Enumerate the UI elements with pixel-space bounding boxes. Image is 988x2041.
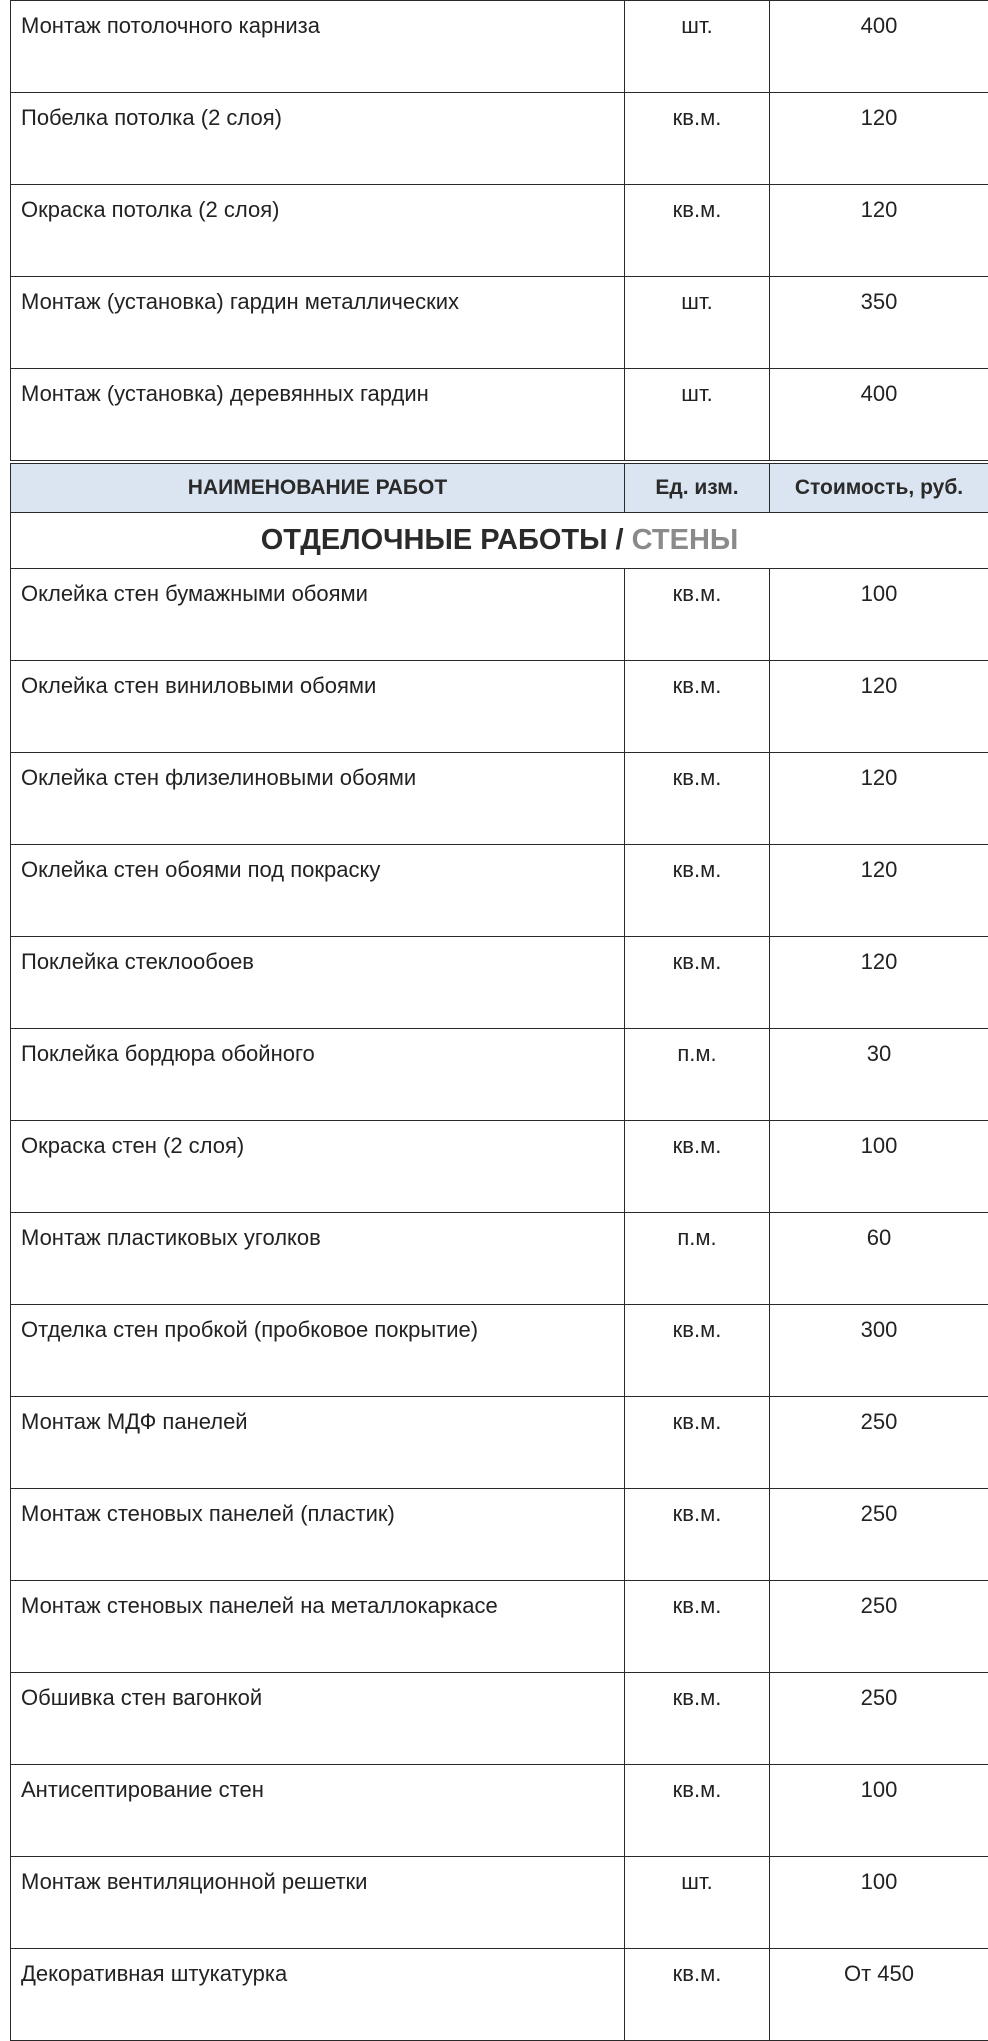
price-cell: 250	[770, 1397, 988, 1489]
section-title	[11, 513, 988, 569]
table-row	[11, 369, 988, 461]
table-row	[11, 1, 988, 93]
work-name: Монтаж МДФ панелей	[11, 1397, 625, 1489]
section-main: ОТДЕЛОЧНЫЕ РАБОТЫ	[261, 524, 608, 556]
unit-cell: п.м.	[625, 1213, 770, 1305]
table-row	[11, 93, 988, 185]
price-cell: 400	[770, 369, 988, 461]
price-cell: 300	[770, 1305, 988, 1397]
work-name: Отделка стен пробкой (пробковое покрытие)	[11, 1305, 625, 1397]
price-cell: 250	[770, 1581, 988, 1673]
unit-cell: кв.м.	[625, 1305, 770, 1397]
price-cell: 350	[770, 277, 988, 369]
work-name: Оклейка стен виниловыми обоями	[11, 661, 625, 753]
unit-cell: кв.м.	[625, 753, 770, 845]
table-row	[11, 1765, 988, 1857]
price-cell: 250	[770, 1673, 988, 1765]
table-row	[11, 1949, 988, 2041]
unit-cell: шт.	[625, 369, 770, 461]
section-separator: /	[608, 524, 632, 556]
work-name: Монтаж вентиляционной решетки	[11, 1857, 625, 1949]
price-cell: 60	[770, 1213, 988, 1305]
unit-cell: кв.м.	[625, 1397, 770, 1489]
header-price: Стоимость, руб.	[770, 464, 988, 513]
work-name: Монтаж стеновых панелей (пластик)	[11, 1489, 625, 1581]
work-name: Антисептирование стен	[11, 1765, 625, 1857]
unit-cell: кв.м.	[625, 185, 770, 277]
price-cell: 120	[770, 93, 988, 185]
work-name: Окраска потолка (2 слоя)	[11, 185, 625, 277]
table-row	[11, 753, 988, 845]
work-name: Оклейка стен бумажными обоями	[11, 569, 625, 661]
table-row	[11, 1489, 988, 1581]
price-cell: 120	[770, 185, 988, 277]
price-cell: 100	[770, 1765, 988, 1857]
unit-cell: шт.	[625, 277, 770, 369]
unit-cell: кв.м.	[625, 1581, 770, 1673]
header-work-name: НАИМЕНОВАНИЕ РАБОТ	[11, 464, 625, 513]
unit-cell: кв.м.	[625, 569, 770, 661]
price-table-ceiling	[10, 0, 988, 461]
section-title-row	[11, 513, 988, 569]
table-header	[11, 464, 988, 513]
table-row	[11, 661, 988, 753]
table-row	[11, 845, 988, 937]
unit-cell: кв.м.	[625, 1673, 770, 1765]
price-table-walls	[10, 463, 988, 2041]
work-name: Монтаж потолочного карниза	[11, 1, 625, 93]
work-name: Оклейка стен флизелиновыми обоями	[11, 753, 625, 845]
price-cell: 30	[770, 1029, 988, 1121]
table-row	[11, 1673, 988, 1765]
price-cell: 120	[770, 753, 988, 845]
unit-cell: кв.м.	[625, 1949, 770, 2041]
work-name: Обшивка стен вагонкой	[11, 1673, 625, 1765]
table-row	[11, 1397, 988, 1489]
table-row	[11, 277, 988, 369]
unit-cell: кв.м.	[625, 845, 770, 937]
unit-cell: кв.м.	[625, 1121, 770, 1213]
table-row	[11, 1029, 988, 1121]
price-cell: 100	[770, 569, 988, 661]
work-name: Монтаж (установка) гардин металлических	[11, 277, 625, 369]
work-name: Побелка потолка (2 слоя)	[11, 93, 625, 185]
price-cell: 120	[770, 845, 988, 937]
unit-cell: п.м.	[625, 1029, 770, 1121]
price-cell: 120	[770, 937, 988, 1029]
table-row	[11, 1213, 988, 1305]
price-cell: 120	[770, 661, 988, 753]
work-name: Поклейка бордюра обойного	[11, 1029, 625, 1121]
work-name: Декоративная штукатурка	[11, 1949, 625, 2041]
section-sub: СТЕНЫ	[632, 524, 739, 556]
work-name: Поклейка стеклообоев	[11, 937, 625, 1029]
unit-cell: кв.м.	[625, 937, 770, 1029]
table-row	[11, 185, 988, 277]
unit-cell: кв.м.	[625, 1489, 770, 1581]
price-cell: 400	[770, 1, 988, 93]
work-name: Монтаж пластиковых уголков	[11, 1213, 625, 1305]
table-row	[11, 937, 988, 1029]
work-name: Окраска стен (2 слоя)	[11, 1121, 625, 1213]
work-name: Оклейка стен обоями под покраску	[11, 845, 625, 937]
unit-cell: шт.	[625, 1, 770, 93]
price-cell: 250	[770, 1489, 988, 1581]
unit-cell: кв.м.	[625, 661, 770, 753]
table-row	[11, 1857, 988, 1949]
table-row	[11, 569, 988, 661]
price-cell: От 450	[770, 1949, 988, 2041]
work-name: Монтаж (установка) деревянных гардин	[11, 369, 625, 461]
header-unit: Ед. изм.	[625, 464, 770, 513]
unit-cell: шт.	[625, 1857, 770, 1949]
price-cell: 100	[770, 1857, 988, 1949]
unit-cell: кв.м.	[625, 93, 770, 185]
work-name: Монтаж стеновых панелей на металлокаркасе	[11, 1581, 625, 1673]
table-row	[11, 1121, 988, 1213]
table-row	[11, 1305, 988, 1397]
unit-cell: кв.м.	[625, 1765, 770, 1857]
table-row	[11, 1581, 988, 1673]
price-cell: 100	[770, 1121, 988, 1213]
